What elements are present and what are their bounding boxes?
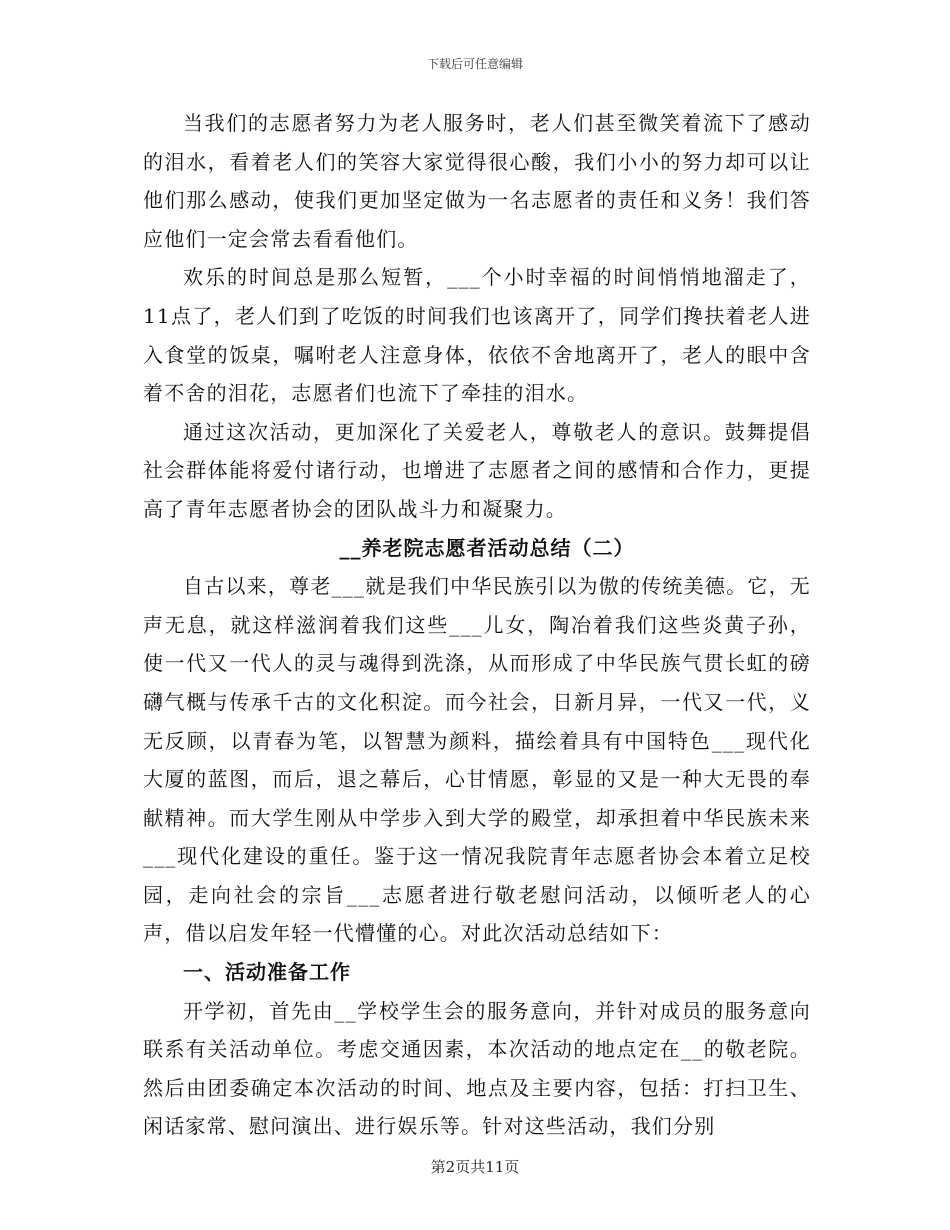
subheading: 一、活动准备工作 xyxy=(183,960,351,985)
header-note: 下载后可任意编辑 xyxy=(426,57,523,71)
document-body xyxy=(143,104,811,1146)
paragraph: 自古以来，尊老___就是我们中华民族引以为傲的传统美德。它，无声无息，就这样滋润着我们这些___儿女，陶冶着我们这些炎黄子孙，使一代又一代人的灵与魂得到洗涤，从而形成了中华民族气贯长虹的磅礴气概与传承千古的文化积淀。而今社会，日新月异，一代又一代，义无反顾，以青春为笔，以智慧为颜料，描绘着具有中国特色___现代化大厦的蓝图，而后，退之幕后，心甘情愿，彰显的又是一种大无畏的奉献精神。而大学生刚从中学步入到大学的殿堂，却承担着中华民族未来___现代化建设的重任。鉴于这一情况我院青年志愿者协会本着立足校园，走向社会的宗旨___志愿者进行敬老慰问活动，以倾听老人的心声，借以启发年轻一代懵懂的心。对此次活动总结如下： xyxy=(143,574,811,946)
paragraph: 通过这次活动，更加深化了关爱老人，尊敬老人的意识。鼓舞提倡社会群体能将爱付诸行动，也增进了志愿者之间的感情和合作力，更提高了青年志愿者协会的团队战斗力和凝聚力。 xyxy=(143,419,811,521)
paragraph: 当我们的志愿者努力为老人服务时，老人们甚至微笑着流下了感动的泪水，看着老人们的笑容大家觉得很心酸，我们小小的努力却可以让他们那么感动，使我们更加坚定做为一名志愿者的责任和义务！我们答应他们一定会常去看看他们。 xyxy=(143,111,811,251)
page-number: 第2页共11页 xyxy=(430,1158,520,1176)
paragraph: 欢乐的时间总是那么短暂，___个小时幸福的时间悄悄地溜走了，11点了，老人们到了吃饭的时间我们也该离开了，同学们搀扶着老人进入食堂的饭桌，嘱咐老人注意身体，依依不舍地离开了，老人的眼中含着不舍的泪花，志愿者们也流下了牵挂的泪水。 xyxy=(143,265,811,406)
paragraph: 开学初，首先由__学校学生会的服务意向，并针对成员的服务意向联系有关活动单位。考虑交通因素，本次活动的地点定在__的敬老院。然后由团委确定本次活动的时间、地点及主要内容，包括：打扫卫生、闲话家常、慰问演出、进行娱乐等。针对这些活动，我们分别 xyxy=(143,998,811,1139)
section-title: __养老院志愿者活动总结（二） xyxy=(339,535,635,560)
